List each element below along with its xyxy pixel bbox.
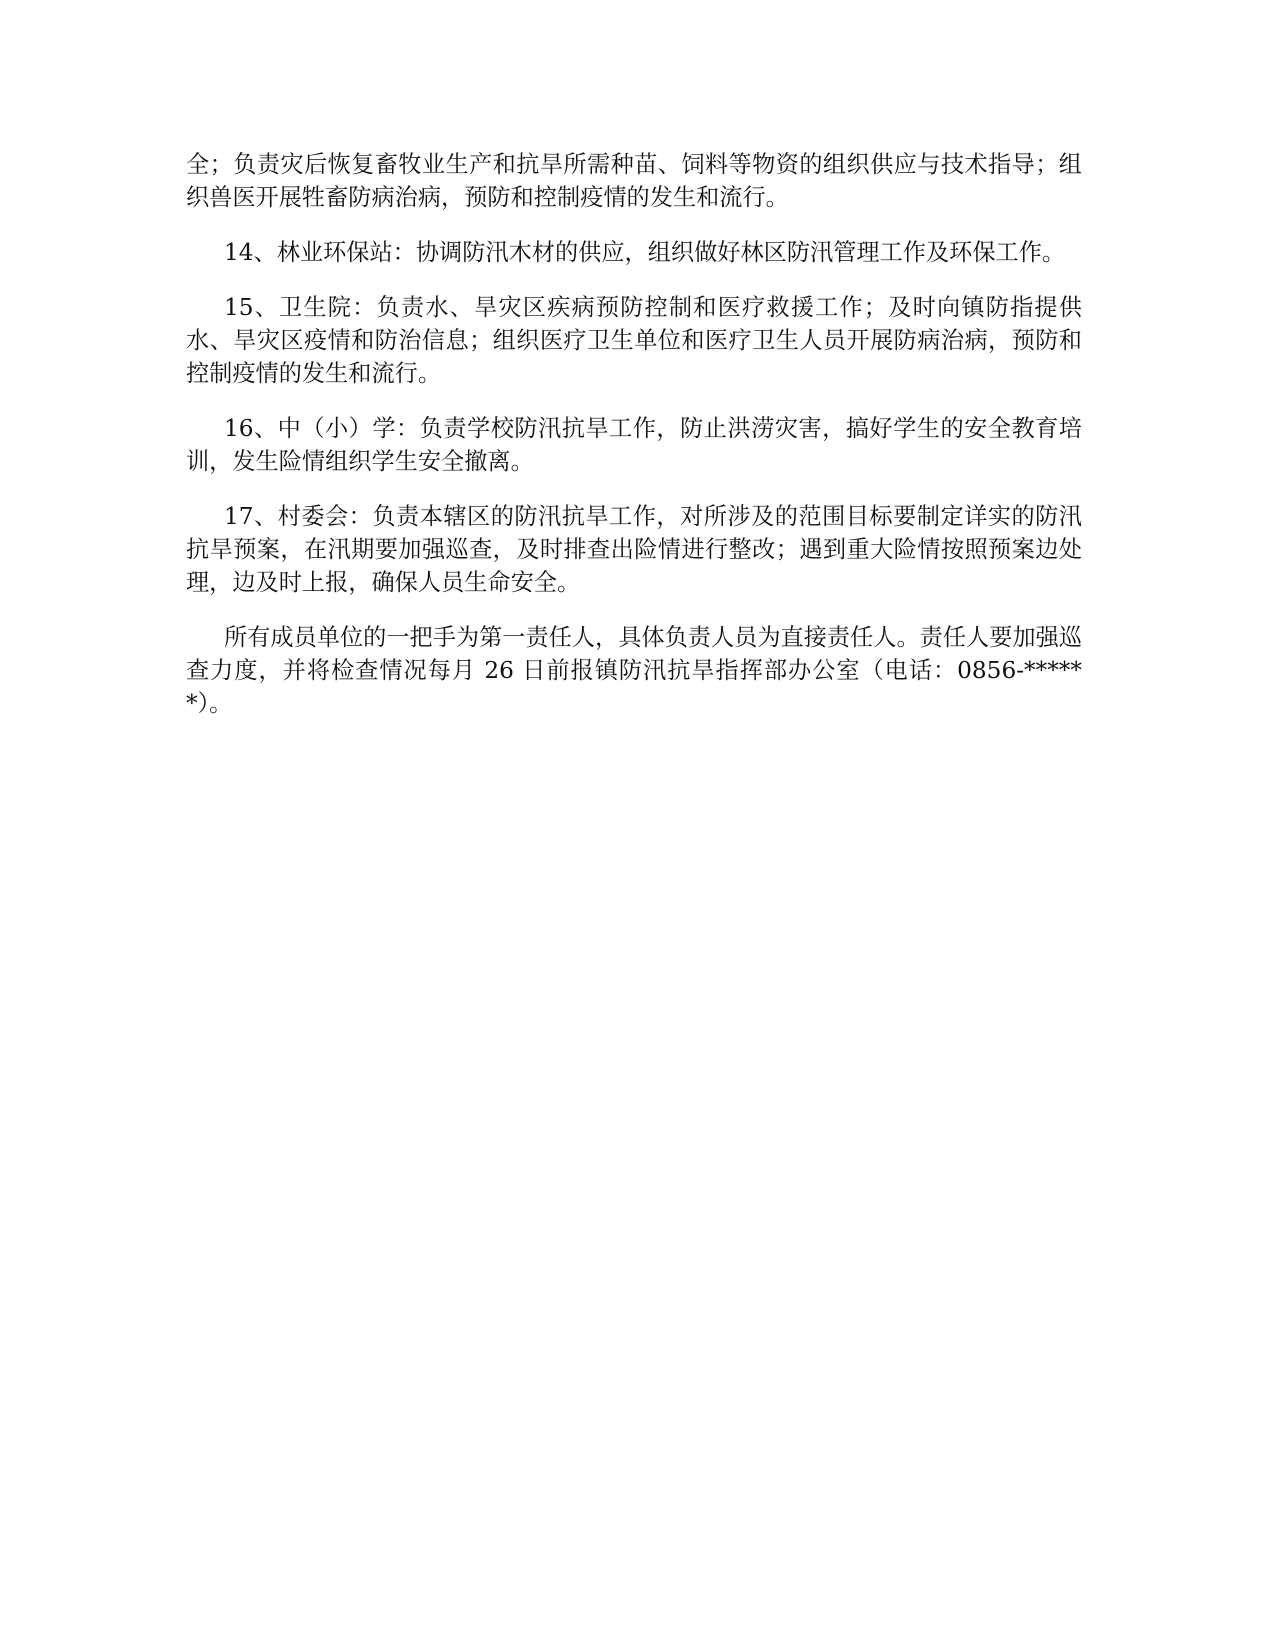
paragraph-responsibility: 所有成员单位的一把手为第一责任人，具体负责人员为直接责任人。责任人要加强巡查力度，并将检查情况每月 26 日前报镇防汛抗旱指挥部办公室（电话：0856-******）。	[186, 624, 1082, 717]
paragraph-schools: 16、中（小）学：负责学校防汛抗旱工作，防止洪涝灾害，搞好学生的安全教育培训，发生险情组织学生安全撤离。	[186, 415, 1082, 475]
paragraph-village-committee: 17、村委会：负责本辖区的防汛抗旱工作，对所涉及的范围目标要制定详实的防汛抗旱预案，在汛期要加强巡查，及时排查出险情进行整改；遇到重大险情按照预案边处理，边及时上报，确保人员生命安全。	[186, 503, 1082, 596]
document-body	[186, 148, 1082, 742]
paragraph-livestock-continuation: 全；负责灾后恢复畜牧业生产和抗旱所需种苗、饲料等物资的组织供应与技术指导；组织兽医开展牲畜防病治病，预防和控制疫情的发生和流行。	[186, 151, 1082, 211]
paragraph-forestry-station: 14、林业环保站：协调防汛木材的供应，组织做好林区防汛管理工作及环保工作。	[224, 239, 1066, 266]
paragraph-health-center: 15、卫生院：负责水、旱灾区疾病预防控制和医疗救援工作；及时向镇防指提供水、旱灾区疫情和防治信息；组织医疗卫生单位和医疗卫生人员开展防病治病，预防和控制疫情的发生和流行。	[186, 294, 1082, 387]
